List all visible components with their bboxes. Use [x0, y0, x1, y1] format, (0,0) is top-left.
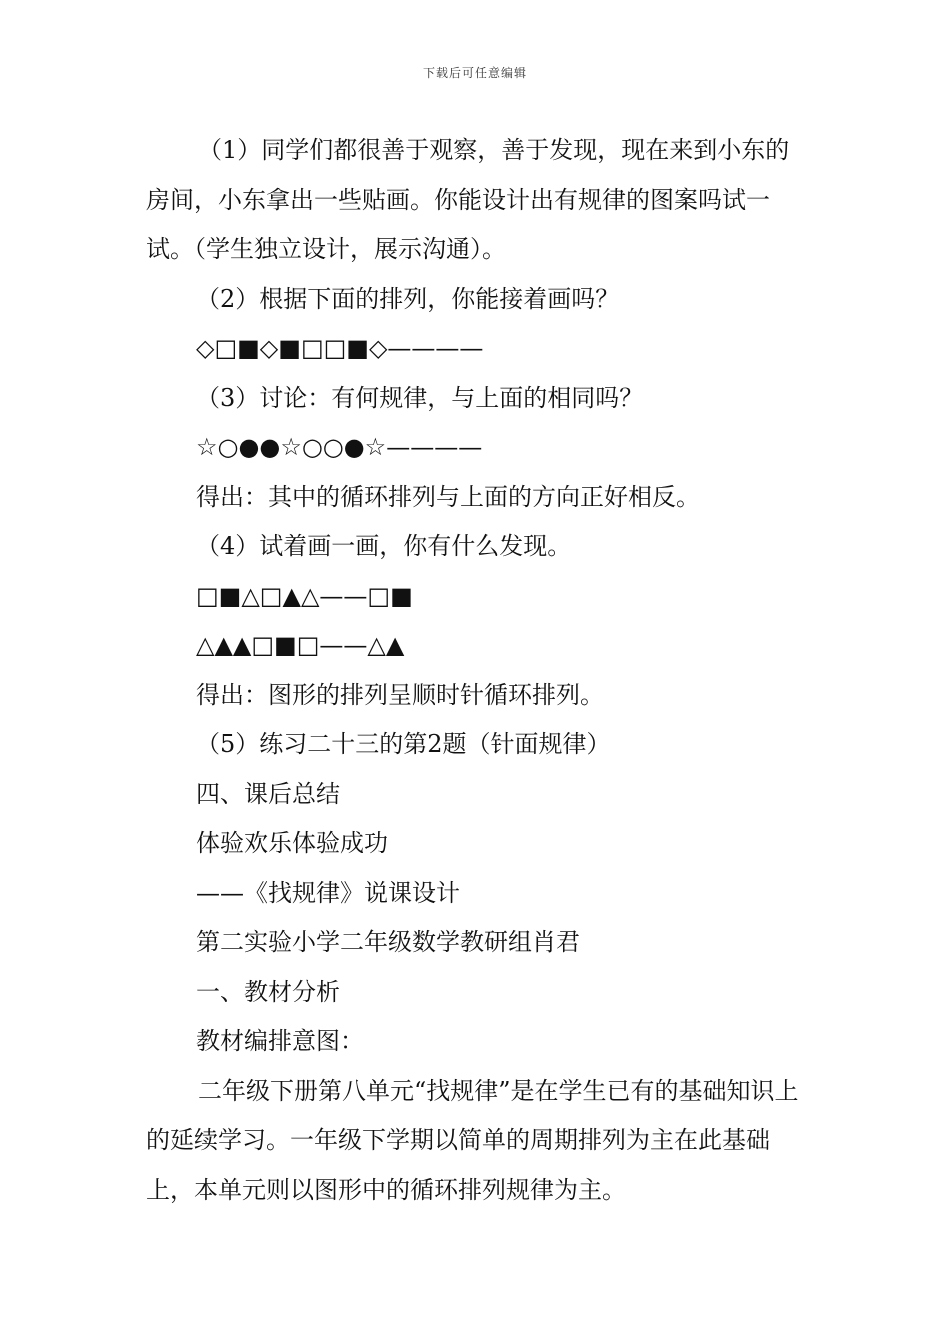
subheading-design-intent: 教材编排意图： — [196, 1027, 364, 1055]
shape-sequence-1: ◇□■◇■□□■◇———— — [196, 334, 484, 362]
paragraph-conclusion-2: 得出：图形的排列呈顺时针循环排列。 — [196, 680, 604, 709]
page-header-note: 下载后可任意编辑 — [422, 66, 527, 80]
paragraph-exercise-1: （1）同学们都很善于观察，善于发现，现在来到小东的房间，小东拿出一些贴画。你能设计出有规律的图案吗试一试。（学生独立设计，展示沟通）。 — [146, 136, 790, 263]
paragraph-exercise-3: （3）讨论：有何规律，与上面的相同吗？ — [196, 383, 644, 412]
section-heading-summary: 四、课后总结 — [196, 779, 340, 808]
shape-sequence-3: □■△□▲△——□■ — [196, 581, 413, 610]
document-body — [146, 126, 810, 1215]
shape-sequence-2: ☆○●●☆○○●☆———— — [196, 433, 483, 461]
document-subtitle: ——《找规律》说课设计 — [196, 878, 460, 907]
paragraph-conclusion-1: 得出：其中的循环排列与上面的方向正好相反。 — [196, 482, 700, 511]
section-heading-analysis: 一、教材分析 — [196, 977, 340, 1006]
shape-sequence-4: △▲▲□■□——△▲ — [196, 631, 405, 659]
paragraph-exercise-2: （2）根据下面的排列，你能接着画吗？ — [196, 284, 620, 313]
paragraph-exercise-4: （4）试着画一画，你有什么发现。 — [196, 532, 572, 560]
paragraph-analysis-body: 二年级下册第八单元“找规律”是在学生已有的基础知识上的延续学习。一年级下学期以简单的周期排列为主在此基础上，本单元则以图形中的循环排列规律为主。 — [146, 1076, 799, 1204]
document-author: 第二实验小学二年级数学教研组肖君 — [196, 928, 580, 956]
document-title: 体验欢乐体验成功 — [196, 829, 388, 857]
paragraph-exercise-5: （5）练习二十三的第2题（针面规律） — [196, 730, 611, 758]
